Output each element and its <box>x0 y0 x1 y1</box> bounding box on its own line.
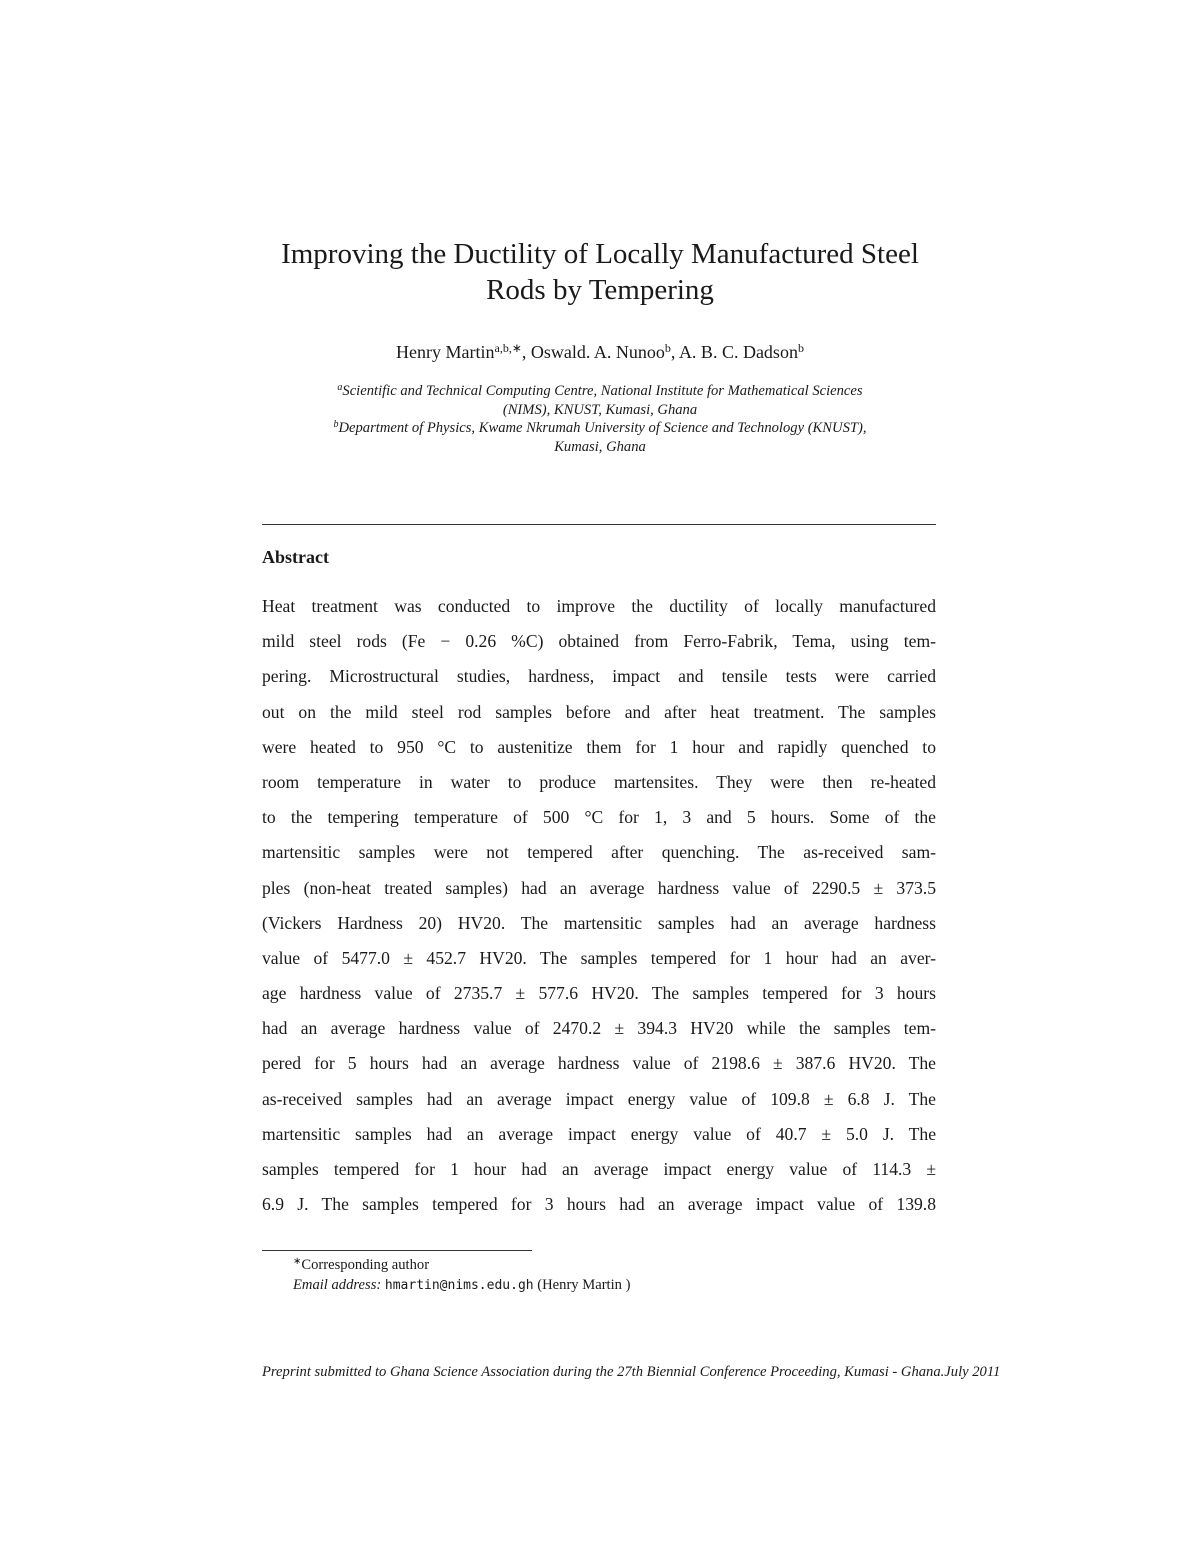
paper-title-line-2: Rods by Tempering <box>486 274 714 306</box>
paper-title <box>262 236 938 308</box>
footnote-mark: ∗ <box>293 1256 302 1267</box>
affiliation-line: Scientific and Technical Computing Centre, National Institute for Mathematical Sciences <box>342 383 863 399</box>
author-name: Henry Martin <box>396 342 495 362</box>
abstract-line: 6.9 J. The samples tempered for 3 hours had an average impact value of 139.8 <box>262 1194 936 1215</box>
email-link[interactable]: hmartin@nims.edu.gh <box>384 1277 534 1293</box>
affiliation-b <box>262 419 938 456</box>
affiliation-a <box>262 382 938 419</box>
author-list: Henry Martin$^{a,b,∗}$, Oswald. A. Nunoo$^b$, A. B. C. Dadson$^b$ <box>396 341 804 362</box>
footnote-rule <box>262 1250 532 1251</box>
abstract-line: were heated to 950 °C to austenitize them for 1 hour and rapidly quenched to <box>262 736 936 757</box>
author-name: A. B. C. Dadson <box>678 342 798 362</box>
abstract-line: out on the mild steel rod samples before and after heat treatment. The samples <box>262 701 936 722</box>
abstract-line: Heat treatment was conducted to improve the ductility of locally manufactured <box>262 596 936 616</box>
abstract-line: (Vickers Hardness 20) HV20. The martensitic samples had an average hardness <box>262 912 936 933</box>
abstract-line: as-received samples had an average impact energy value of 109.8 ± 6.8 J. The <box>262 1088 936 1109</box>
affiliation-mark: a <box>337 382 343 393</box>
author-marks: a,b,∗ <box>494 341 522 355</box>
affiliation-line: Kumasi, Ghana <box>554 438 646 455</box>
abstract-line: pering. Microstructural studies, hardness, impact and tensile tests were carried <box>262 666 936 687</box>
footnote-email-line <box>293 1276 933 1296</box>
preprint-note: Preprint submitted to Ghana Science Association during the 27th Biennial Conference Proceeding, Kumasi - Ghana.July 2011 <box>262 1364 1001 1380</box>
abstract-line: ples (non-heat treated samples) had an average hardness value of 2290.5 ± 373.5 <box>262 877 936 898</box>
abstract-line: value of 5477.0 ± 452.7 HV20. The samples tempered for 1 hour had an aver- <box>262 947 936 968</box>
abstract-top-rule <box>262 524 936 525</box>
footnote-corresponding-text: Corresponding author <box>301 1257 430 1273</box>
author-marks: b <box>797 341 804 355</box>
abstract-body <box>262 589 936 1222</box>
abstract-line: room temperature in water to produce martensites. They were then re-heated <box>262 771 936 792</box>
paper-title-line-1: Improving the Ductility of Locally Manufactured Steel <box>281 238 919 270</box>
footnote-corresponding <box>293 1256 933 1276</box>
author-marks: b <box>664 341 671 355</box>
abstract-line: martensitic samples had an average impact energy value of 40.7 ± 5.0 J. The <box>262 1123 936 1144</box>
affiliation-mark: b <box>333 419 339 430</box>
affiliation-line: (NIMS), KNUST, Kumasi, Ghana <box>502 401 698 418</box>
footnote-block <box>293 1256 933 1295</box>
abstract-line: martensitic samples were not tempered after quenching. The as-received sam- <box>262 842 936 863</box>
abstract-line: had an average hardness value of 2470.2 ± 394.3 HV20 while the samples tem- <box>262 1018 936 1039</box>
abstract-line: samples tempered for 1 hour had an average impact energy value of 114.3 ± <box>262 1159 936 1179</box>
affiliation-list <box>262 382 938 456</box>
abstract-heading: Abstract <box>262 547 329 567</box>
abstract-line: age hardness value of 2735.7 ± 577.6 HV20. The samples tempered for 3 hours <box>262 983 936 1004</box>
email-owner: (Henry Martin ) <box>537 1276 631 1293</box>
abstract-line: pered for 5 hours had an average hardness value of 2198.6 ± 387.6 HV20. The <box>262 1053 936 1074</box>
abstract-line: to the tempering temperature of 500 °C for 1, 3 and 5 hours. Some of the <box>262 807 936 828</box>
author-name: Oswald. A. Nunoo <box>530 342 665 362</box>
abstract-line: mild steel rods (Fe − 0.26 %C) obtained from Ferro-Fabrik, Tema, using tem- <box>262 631 936 652</box>
email-label: Email address: <box>293 1276 382 1293</box>
affiliation-line: Department of Physics, Kwame Nkrumah University of Science and Technology (KNUST), <box>338 420 867 436</box>
